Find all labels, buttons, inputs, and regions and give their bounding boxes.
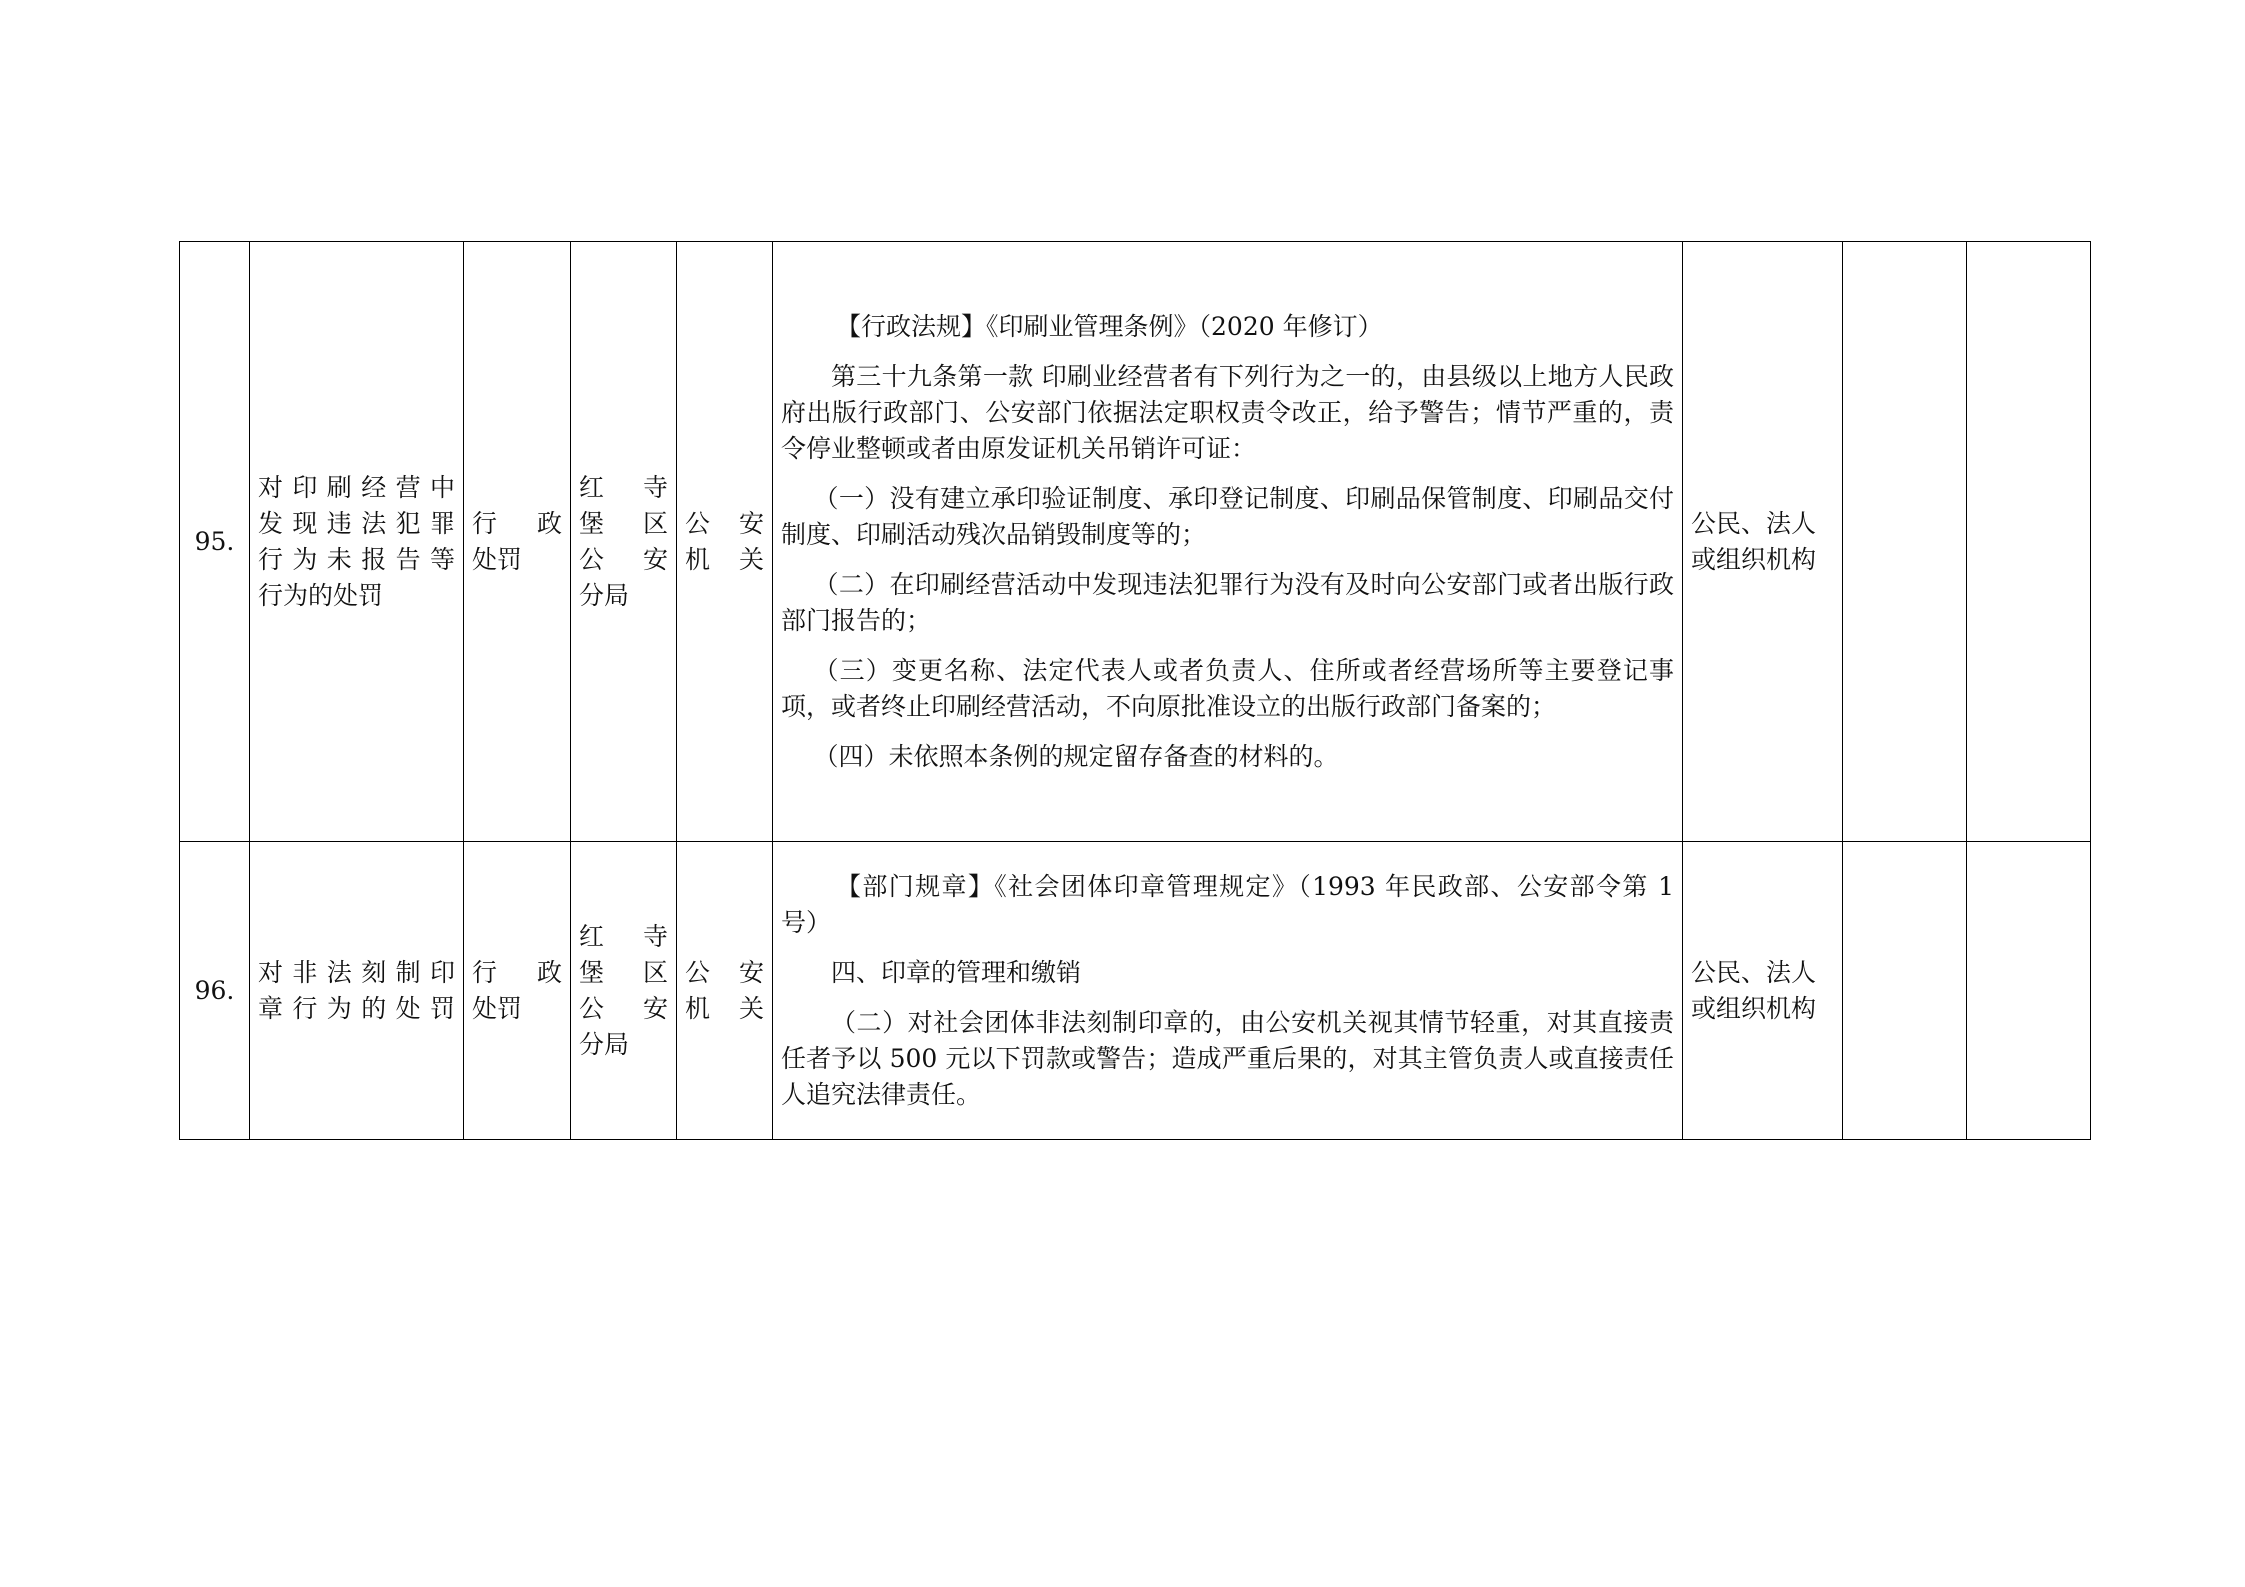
item-name-line: 对印刷经营中: [258, 472, 455, 502]
enforcement-org-line: 机关: [685, 544, 764, 574]
empty-cell: [1967, 242, 2091, 842]
legal-basis-clause: 第三十九条第一款 印刷业经营者有下列行为之一的，由县级以上地方人民政府出版行政部门、公安部门依据法定职权责令改正，给予警告；情节严重的，责令停业整顿或者由原发证机关吊销许可证：: [781, 361, 1674, 463]
legal-basis-cell: [773, 842, 1683, 1140]
item-name-line: 对非法刻制印: [258, 957, 455, 987]
penalty-type-cell: [464, 842, 571, 1140]
department-line: 堡 区: [579, 957, 668, 987]
penalty-type-line: 行 政: [472, 957, 562, 987]
item-name-cell: [250, 842, 464, 1140]
legal-basis-heading: 【部门规章】《社会团体印章管理规定》（1993 年民政部、公安部令第 1 号）: [781, 871, 1674, 937]
legal-basis-heading: 【行政法规】《印刷业管理条例》（2020 年修订）: [836, 311, 1383, 341]
department-line: 红 寺: [579, 921, 668, 951]
target-line: 或组织机构: [1691, 993, 1817, 1023]
penalty-table: [179, 241, 2091, 1140]
empty-cell: [1843, 842, 1967, 1140]
target-line: 公民、法人: [1691, 957, 1817, 987]
table-row: [180, 842, 2091, 1140]
row-number: 95.: [180, 242, 250, 842]
table-row: [180, 242, 2091, 842]
enforcement-org-line: 机关: [685, 993, 764, 1023]
enforcement-org-cell: [677, 842, 773, 1140]
department-line: 分局: [579, 1029, 630, 1059]
target-line: 公民、法人: [1691, 508, 1817, 538]
department-cell: [571, 242, 677, 842]
item-name-line: 行为的处罚: [258, 580, 384, 610]
department-line: 堡 区: [579, 508, 668, 538]
item-name-line: 行为未报告等: [258, 544, 455, 574]
enforcement-org-line: 公 安: [685, 508, 764, 538]
penalty-type-line: 处罚: [472, 544, 523, 574]
penalty-type-cell: [464, 242, 571, 842]
empty-cell: [1967, 842, 2091, 1140]
legal-basis-item: （二）对社会团体非法刻制印章的，由公安机关视其情节轻重，对其直接责任者予以 500 元以下罚款或警告；造成严重后果的，对其主管负责人或直接责任人追究法律责任。: [781, 1007, 1674, 1109]
department-line: 红 寺: [579, 472, 668, 502]
penalty-type-line: 行 政: [472, 508, 562, 538]
legal-basis-item: （三）变更名称、法定代表人或者负责人、住所或者经营场所等主要登记事项，或者终止印刷经营活动，不向原批准设立的出版行政部门备案的；: [781, 655, 1674, 721]
legal-basis-cell: [773, 242, 1683, 842]
department-line: 公 安: [579, 544, 668, 574]
legal-basis-item: （二）在印刷经营活动中发现违法犯罪行为没有及时向公安部门或者出版行政部门报告的；: [781, 569, 1674, 635]
department-line: 公 安: [579, 993, 668, 1023]
enforcement-org-cell: [677, 242, 773, 842]
row-number: 96.: [180, 842, 250, 1140]
item-name-line: 发现违法犯罪: [258, 508, 455, 538]
target-cell: [1683, 242, 1843, 842]
penalty-type-line: 处罚: [472, 993, 523, 1023]
item-name-line: 章行为的处罚: [258, 993, 455, 1023]
legal-basis-item: （四）未依照本条例的规定留存备查的材料的。: [813, 741, 1339, 771]
target-cell: [1683, 842, 1843, 1140]
item-name-cell: [250, 242, 464, 842]
department-cell: [571, 842, 677, 1140]
enforcement-org-line: 公 安: [685, 957, 764, 987]
department-line: 分局: [579, 580, 630, 610]
legal-basis-item: （一）没有建立承印验证制度、承印登记制度、印刷品保管制度、印刷品交付制度、印刷活动残次品销毁制度等的；: [781, 483, 1674, 549]
target-line: 或组织机构: [1691, 544, 1817, 574]
legal-basis-section: 四、印章的管理和缴销: [831, 957, 1082, 987]
empty-cell: [1843, 242, 1967, 842]
